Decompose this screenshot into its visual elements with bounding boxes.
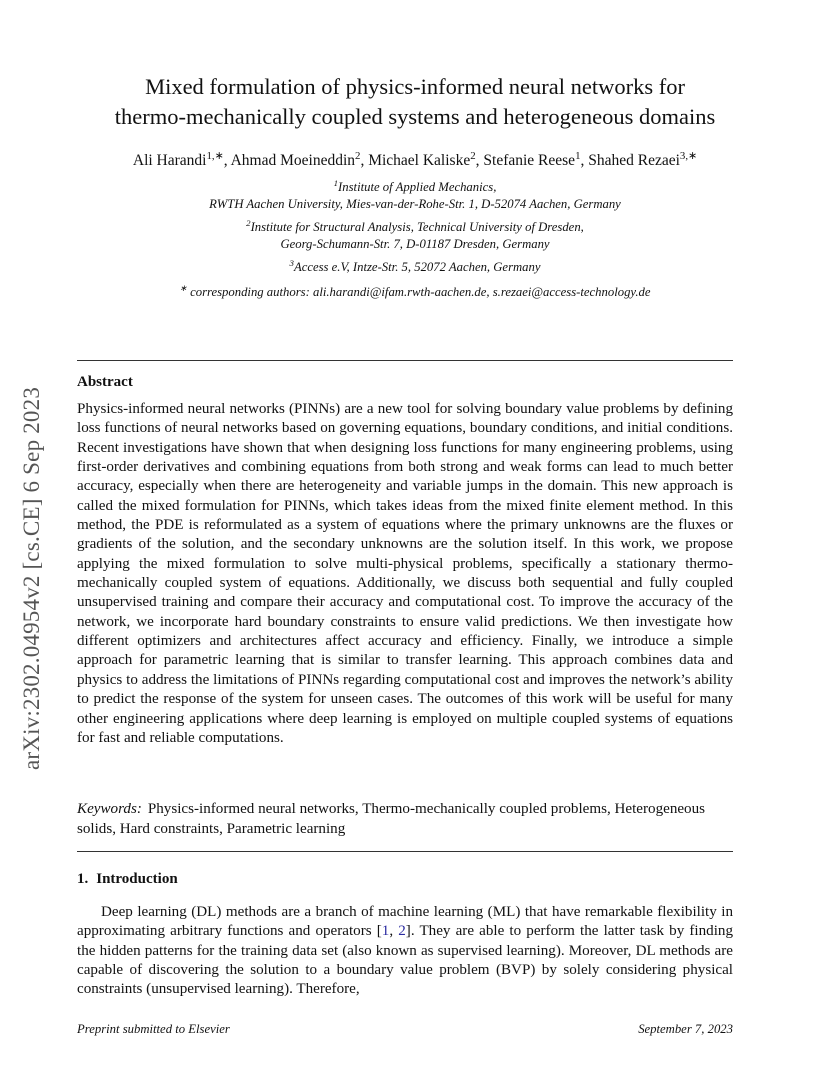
affiliation-3	[80, 259, 750, 276]
author-list: Ali Harandi$^{1,∗}$, Ahmad Moeineddin$^2$, Michael Kaliske$^2$, Stefanie Reese$^1$, Shahed Rezaei$^{3,∗}$	[132, 149, 698, 169]
introduction-paragraph	[77, 903, 733, 1000]
citation-separator: ,	[389, 923, 399, 940]
corresponding-authors	[80, 284, 750, 301]
footer-preprint-note: Preprint submitted to Elsevier	[77, 1022, 230, 1036]
abstract-text: Physics-informed neural networks (PINNs) are a new tool for solving boundary value problems by defining loss functions of neural networks based on governing equations, boundary conditions, and initial conditions. Recent investigations have shown that when designing loss functions for many engineering problems, using first-order derivatives and combining equations from both strong and weak forms can lead to much better accuracy, especially when there are heterogeneity and variable jumps in the domain. This new approach is called the mixed formulation for PINNs, which takes ideas from the mixed finite element method. In this method, the PDE is reformulated as a system of equations where the primary unknowns are the fluxes or gradients of the solution, and the secondary unknowns are the solution itself. In this work, we propose applying the mixed formulation to solve multi-physical problems, specifically a stationary thermo-mechanically coupled system of equations. Additionally, we discuss both sequential and fully coupled unsupervised training and compare their accuracy and computational cost. To improve the accuracy of the network, we incorporate hard boundary constraints to ensure valid predictions. We then investigate how different optimizers and architectures affect accuracy and efficiency. Finally, we introduce a simple approach for parametric learning that is similar to transfer learning. This approach combines data and physics to address the limitations of PINNs regarding computational cost and improves the network’s ability to predict the response of the system for unseen cases. The outcomes of this work will be useful for many other engineering applications where deep learning is employed on multiple coupled systems of equations for fast and reliable computations.	[77, 401, 733, 746]
arxiv-side-stamp: arXiv:2302.04954v2 [cs.CE] 6 Sep 2023	[19, 386, 44, 770]
section-title: Introduction	[96, 871, 178, 887]
author-name: Ali Harandi	[132, 152, 207, 169]
keywords-label: Keywords:	[77, 801, 142, 817]
affiliation-mark: 3	[289, 257, 294, 268]
affiliation-1	[80, 179, 750, 213]
abstract-heading: Abstract	[77, 374, 133, 390]
paper-title	[80, 72, 750, 132]
section-heading-introduction	[77, 871, 178, 888]
keywords-text: Physics-informed neural networks, Thermo-mechanically coupled problems, Heterogeneous solids, Hard constraints, Parametric learning	[77, 801, 706, 837]
author-affiliation-mark: 1,∗	[206, 149, 224, 162]
affiliation-line: Access e.V, Intze-Str. 5, 52072 Aachen, Germany	[293, 260, 541, 274]
intro-text-b: ]. They are able to perform the latter task by finding the hidden patterns for the training data set (also known as supervised learning). Moreover, DL methods are capable of discovering the solution to a boundary value problem (BVP) by solely considering physical constraints (unsupervised learning). Therefore,	[77, 923, 733, 998]
affiliation-line: Georg-Schumann-Str. 7, D-01187 Dresden, Germany	[280, 237, 550, 251]
affiliation-mark: 2	[246, 217, 251, 228]
citation-link[interactable]: 1	[381, 923, 390, 940]
section-number: 1.	[77, 871, 89, 887]
corresponding-text: corresponding authors: ali.harandi@ifam.rwth-aachen.de, s.rezaei@access-technology.de	[190, 285, 651, 299]
title-line-2: thermo-mechanically coupled systems and heterogeneous domains	[114, 104, 716, 129]
keywords	[77, 800, 733, 839]
affiliation-line: Institute for Structural Analysis, Technical University of Dresden,	[250, 220, 584, 234]
affiliation-2	[80, 219, 750, 253]
corresponding-mark: ∗	[179, 282, 187, 293]
affiliation-mark: 1	[333, 177, 339, 188]
author-affiliation-mark: 2	[355, 149, 361, 162]
author-name: Shahed Rezaei	[588, 152, 680, 169]
author-name: Ahmad Moeineddin	[230, 152, 356, 169]
author-affiliation-mark: 1	[575, 149, 581, 162]
author-affiliation-mark: 3,∗	[679, 149, 698, 162]
affiliation-line: Institute of Applied Mechanics,	[338, 180, 497, 194]
affiliation-line: RWTH Aachen University, Mies-van-der-Rohe-Str. 1, D-52074 Aachen, Germany	[209, 197, 621, 211]
author-affiliation-mark: 2	[470, 149, 476, 162]
author-name: Michael Kaliske	[368, 152, 471, 169]
footer-date: September 7, 2023	[638, 1022, 733, 1036]
intro-text-a: Deep learning (DL) methods are a branch of machine learning (ML) that have remarkable flexibility in approximating arbitrary functions and operators [	[77, 904, 733, 940]
author-name: Stefanie Reese	[483, 152, 576, 169]
abstract-bottom-rule	[77, 851, 733, 852]
abstract-top-rule	[77, 360, 733, 361]
citation-link[interactable]: 2	[398, 923, 406, 940]
title-line-1: Mixed formulation of physics-informed neural networks for	[145, 74, 685, 99]
